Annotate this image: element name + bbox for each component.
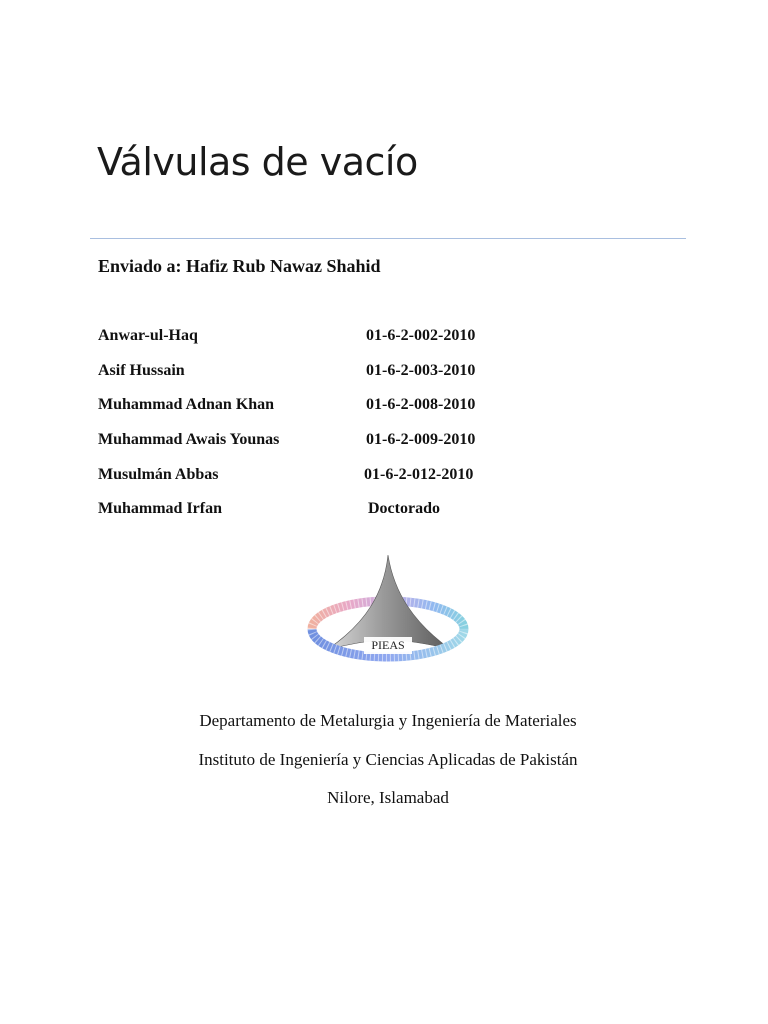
member-id: 01-6-2-009-2010 (366, 431, 476, 449)
member-name: Muhammad Adnan Khan (98, 396, 275, 414)
title-divider (90, 238, 686, 239)
sent-to-line: Enviado a: Hafiz Rub Nawaz Shahid (98, 256, 381, 276)
member-id: 01-6-2-012-2010 (364, 465, 474, 483)
member-row (98, 362, 558, 397)
member-name: Muhammad Irfan (98, 500, 223, 518)
member-row (98, 396, 558, 431)
member-list (98, 327, 558, 535)
member-name: Musulmán Abbas (98, 465, 219, 483)
member-name: Asif Hussain (98, 361, 185, 379)
member-name: Muhammad Awais Younas (98, 431, 280, 449)
location-name: Nilore, Islamabad (327, 788, 449, 807)
institute-name: Instituto de Ingeniería y Ciencias Aplicadas de Pakistán (198, 749, 578, 769)
member-row (98, 327, 558, 362)
member-row (98, 431, 558, 466)
member-name: Anwar-ul-Haq (98, 327, 198, 344)
member-row (98, 500, 558, 535)
member-row (98, 466, 558, 501)
department-name: Departamento de Metalurgia y Ingeniería de Materiales (199, 711, 577, 730)
member-id: 01-6-2-008-2010 (366, 396, 476, 414)
document-title: Válvulas de vacío (97, 140, 418, 184)
member-id: Doctorado (368, 500, 440, 518)
member-id: 01-6-2-003-2010 (366, 361, 476, 379)
institution-footer (0, 710, 768, 826)
logo-label: PIEAS (371, 638, 405, 652)
member-id: 01-6-2-002-2010 (366, 327, 476, 344)
